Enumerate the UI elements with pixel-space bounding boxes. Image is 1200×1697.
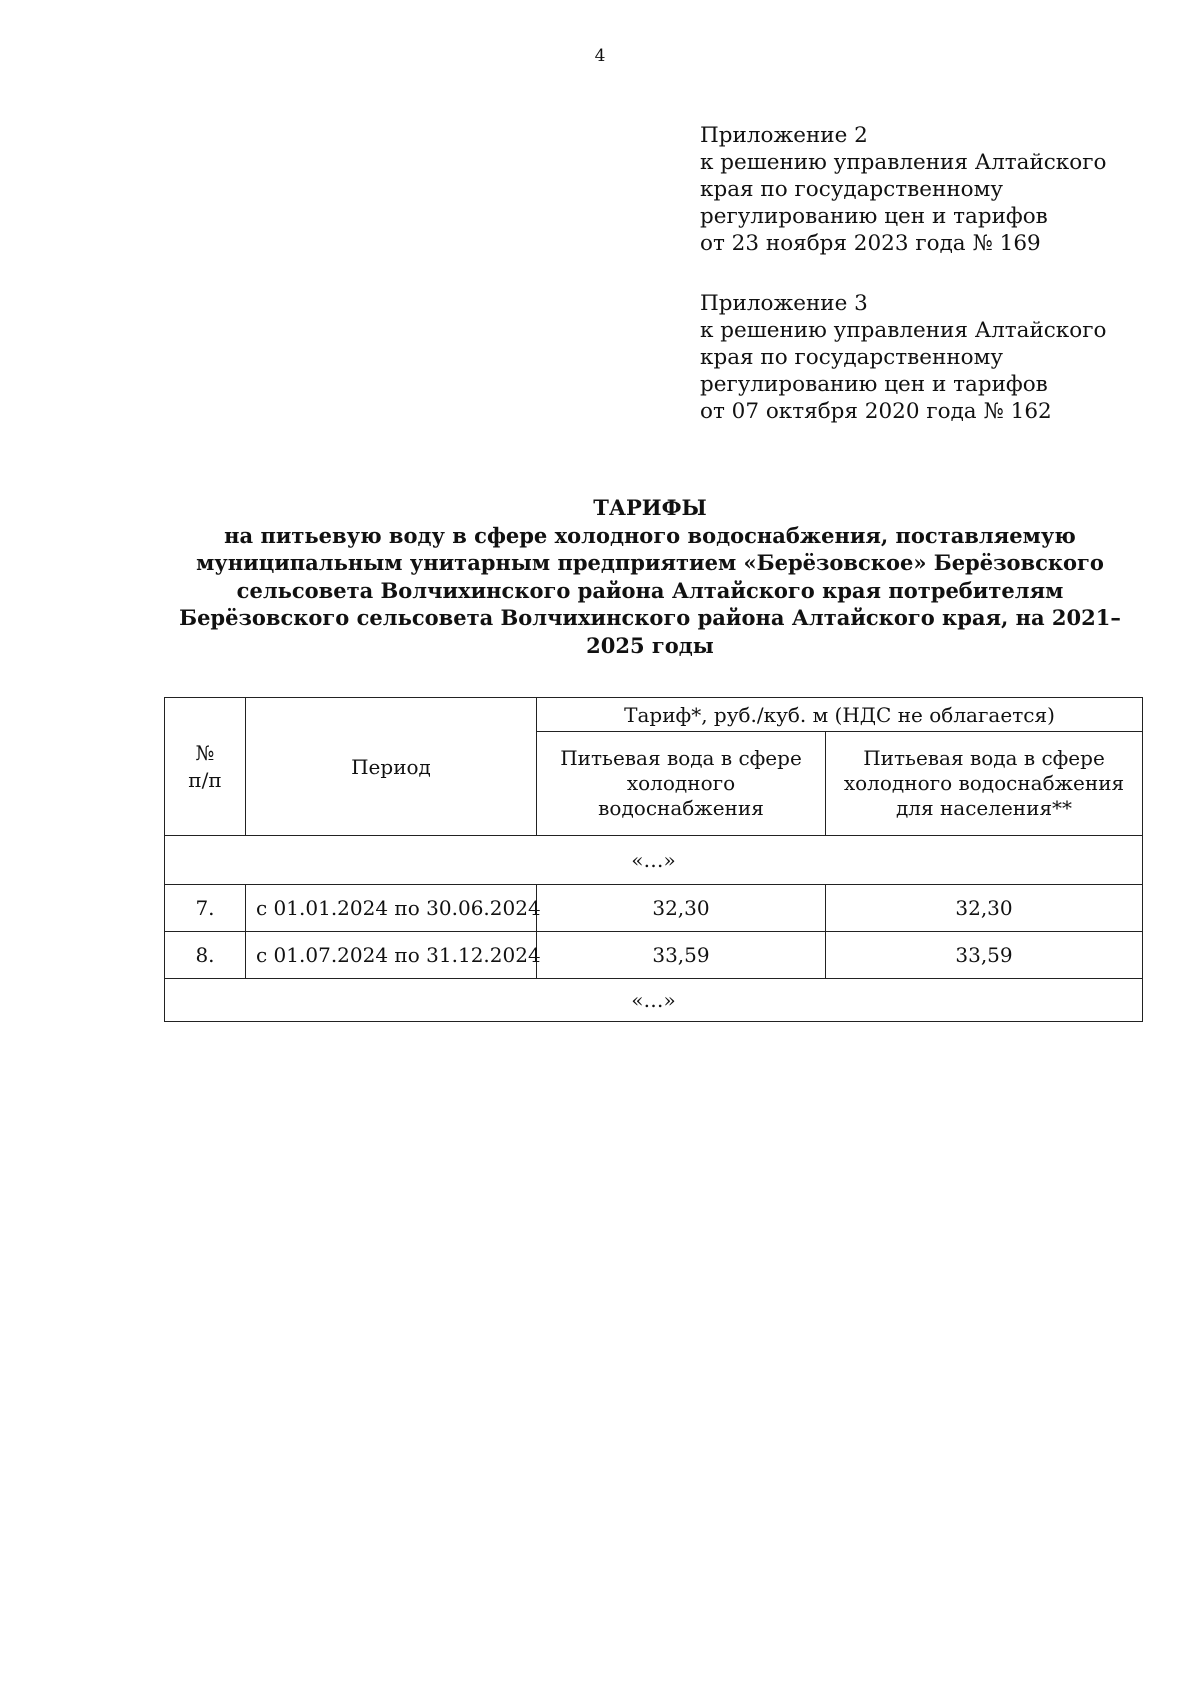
table-gap-row [165,979,1143,1022]
row-period: с 01.01.2024 по 30.06.2024 [246,885,537,932]
row-number: 7. [165,885,246,932]
annex-3-line: регулированию цен и тарифов [700,372,1048,397]
header-drinking-water-cell: Питьевая вода в сфере холодного водоснабжения [537,732,826,836]
row-tariff-population: 33,59 [826,932,1143,979]
title-line: муниципальным унитарным предприятием «Берёзовское» Берёзовского [196,550,1104,575]
document-title [160,494,1140,659]
title-line: сельсовета Волчихинского района Алтайского края потребителям [236,577,1064,603]
row-period: с 01.07.2024 по 31.12.2024 [246,932,537,979]
tariffs-table [164,697,1143,1022]
title-line: на питьевую воду в сфере холодного водоснабжения, поставляемую [224,522,1076,548]
omission-marker: «…» [165,836,1143,885]
header-number-cell [165,698,246,836]
header-period-cell: Период [246,698,537,836]
annex-2-line: края по государственному [700,177,1003,202]
table-header-row [165,698,1143,732]
table-row [165,885,1143,932]
annex-2-line: регулированию цен и тарифов [700,204,1048,229]
annex-2-reference [700,122,1140,257]
annex-3-line: края по государственному [700,345,1003,370]
row-number: 8. [165,932,246,979]
annex-3-line: от 07 октября 2020 года № 162 [700,399,1052,424]
row-tariff: 33,59 [537,932,826,979]
annex-2-line: Приложение 2 [700,123,868,148]
title-heading: ТАРИФЫ [593,495,707,520]
table-gap-row [165,836,1143,885]
header-number-abbr: п/п [188,767,222,792]
annex-3-line: Приложение 3 [700,291,868,316]
annex-3-line: к решению управления Алтайского [700,318,1107,343]
page-number: 4 [594,46,606,66]
annex-2-line: к решению управления Алтайского [700,150,1107,175]
header-drinking-water-population-cell: Питьевая вода в сфере холодного водоснабжения для населения** [826,732,1143,836]
row-tariff: 32,30 [537,885,826,932]
annex-2-line: от 23 ноября 2023 года № 169 [700,231,1041,256]
header-tariff-group-cell: Тариф*, руб./куб. м (НДС не облагается) [537,698,1143,732]
title-line: 2025 годы [586,632,714,658]
header-number-symbol: № [195,740,215,765]
row-tariff-population: 32,30 [826,885,1143,932]
annex-3-reference [700,290,1140,425]
omission-marker: «…» [165,979,1143,1022]
table-row [165,932,1143,979]
title-line: Берёзовского сельсовета Волчихинского района Алтайского края, на 2021– [179,605,1121,630]
